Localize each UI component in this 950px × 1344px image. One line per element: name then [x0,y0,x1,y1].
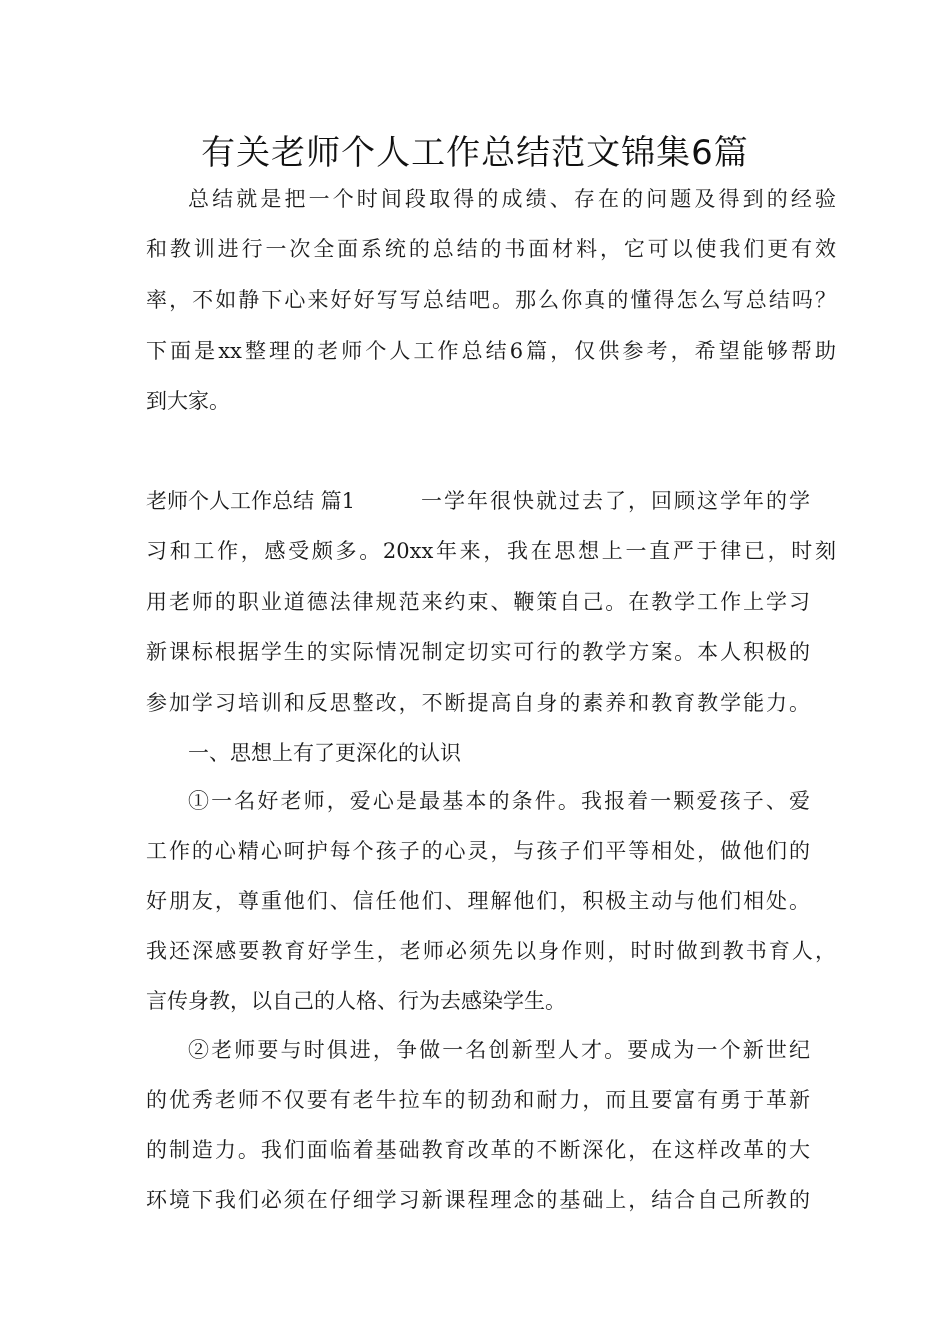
section-1-heading: 老师个人工作总结 篇1 [146,489,356,513]
intro-line-1: 总结就是把一个时间段取得的成绩、存在的问题及得到的经验 [188,187,836,211]
document-title: 有关老师个人工作总结范文锦集6篇 [201,133,749,173]
point-2-line-3: 的制造力。我们面临着基础教育改革的不断深化，在这样改革的大 [146,1138,810,1162]
section-1-first-line [146,486,810,516]
point-1-line-4: 我还深感要教育好学生，老师必须先以身作则，时时做到教书育人， [146,939,836,963]
point-1-line-2: 工作的心精心呵护每个孩子的心灵，与孩子们平等相处，做他们的 [146,839,810,863]
intro-line-2: 和教训进行一次全面系统的总结的书面材料，它可以使我们更有效 [146,237,836,261]
intro-line-5: 到大家。 [146,389,230,413]
intro-line-4: 下面是xx整理的老师个人工作总结6篇，仅供参考，希望能够帮助 [146,339,836,363]
section-1-line-4: 新课标根据学生的实际情况制定切实可行的教学方案。本人积极的 [146,640,810,664]
point-2-line-1: ②老师要与时俱进，争做一名创新型人才。要成为一个新世纪 [188,1038,810,1062]
point-1-line-1: ①一名好老师，爱心是最基本的条件。我报着一颗爱孩子、爱 [188,789,810,813]
section-1-line-2: 习和工作，感受颇多。20xx年来，我在思想上一直严于律已，时刻 [146,539,836,563]
point-2-line-4: 环境下我们必须在仔细学习新课程理念的基础上，结合自己所教的 [146,1188,810,1212]
section-1-line-3: 用老师的职业道德法律规范来约束、鞭策自己。在教学工作上学习 [146,590,810,614]
section-1-subheading: 一、思想上有了更深化的认识 [188,741,461,765]
point-1-line-5: 言传身教，以自己的人格、行为去感染学生。 [146,989,566,1013]
section-1-line-5: 参加学习培训和反思整改，不断提高自身的素养和教育教学能力。 [146,691,810,715]
intro-line-3: 率，不如静下心来好好写写总结吧。那么你真的懂得怎么写总结吗？ [146,288,836,312]
point-1-line-3: 好朋友，尊重他们、信任他们、理解他们，积极主动与他们相处。 [146,889,810,913]
point-2-line-2: 的优秀老师不仅要有老牛拉车的韧劲和耐力，而且要富有勇于革新 [146,1088,810,1112]
section-1-first-text: 一学年很快就过去了，回顾这学年的学 [421,489,810,513]
